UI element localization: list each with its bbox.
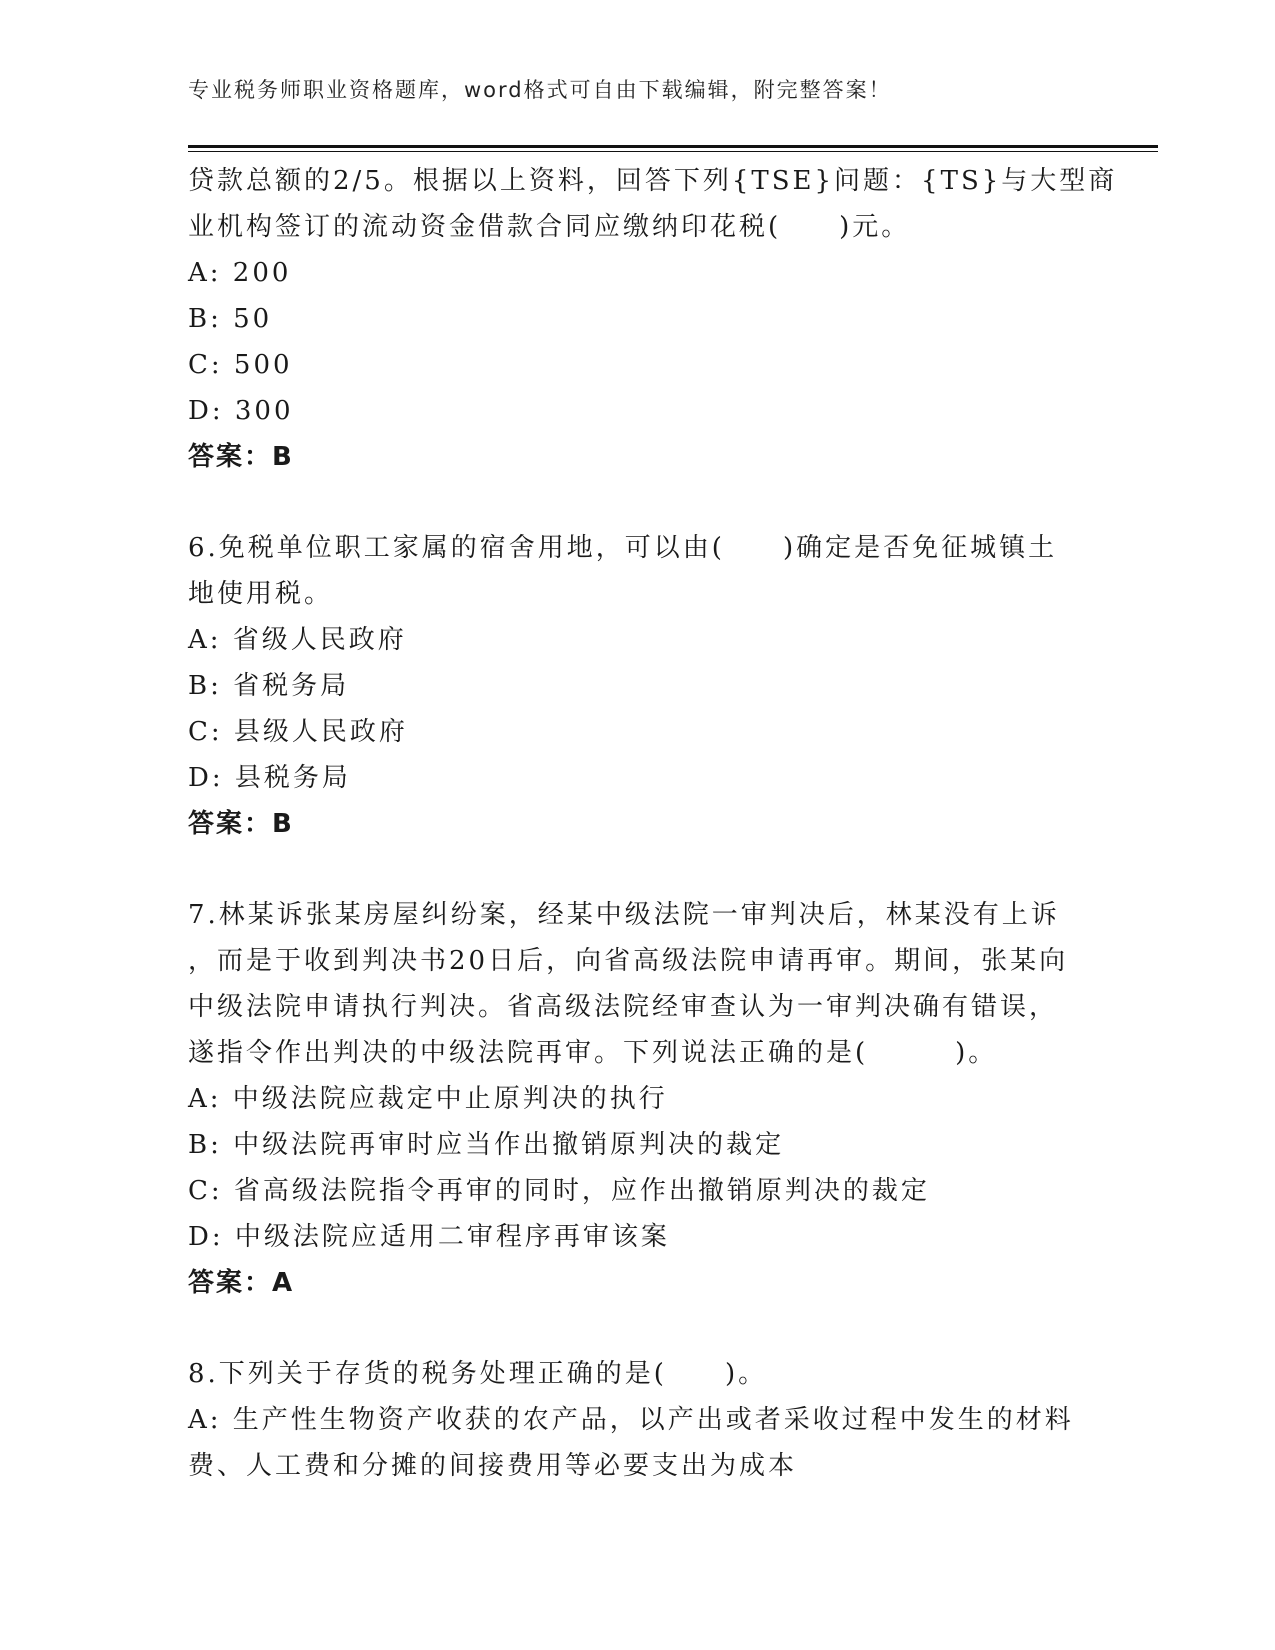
question-block bbox=[188, 525, 1088, 847]
option-d: D: 中级法院应适用二审程序再审该案 bbox=[188, 1222, 670, 1252]
page-header: 专业税务师职业资格题库，word格式可自由下载编辑，附完整答案！ bbox=[188, 78, 892, 102]
option-b: B: 50 bbox=[188, 304, 273, 334]
question-block bbox=[188, 892, 1088, 1306]
answer-line: 答案：B bbox=[188, 442, 294, 472]
option-d: D: 300 bbox=[188, 396, 294, 426]
header-divider-thick bbox=[188, 145, 1158, 148]
question-block bbox=[188, 1351, 1088, 1489]
question-text-line: 7.林某诉张某房屋纠纷案，经某中级法院一审判决后，林某没有上诉 bbox=[188, 900, 1060, 930]
document-body bbox=[188, 158, 1118, 1489]
option-a: A: 省级人民政府 bbox=[188, 625, 407, 655]
option-a: A: 200 bbox=[188, 258, 292, 288]
question-text-line: 业机构签订的流动资金借款合同应缴纳印花税( )元。 bbox=[188, 212, 911, 242]
option-c: C: 县级人民政府 bbox=[188, 717, 408, 747]
question-text-line: 6.免税单位职工家属的宿舍用地，可以由( )确定是否免征城镇土 bbox=[188, 533, 1058, 563]
answer-line: 答案：B bbox=[188, 809, 294, 839]
option-d: D: 县税务局 bbox=[188, 763, 351, 793]
question-text-line: ，而是于收到判决书20日后，向省高级法院申请再审。期间，张某向 bbox=[188, 946, 1069, 976]
question-text-line: 贷款总额的2/5。根据以上资料，回答下列{TSE}问题：{TS}与大型商 bbox=[188, 166, 1118, 196]
option-c: C: 500 bbox=[188, 350, 293, 380]
question-block bbox=[188, 158, 1118, 480]
option-b: B: 省税务局 bbox=[188, 671, 350, 701]
header-divider-thin bbox=[188, 151, 1158, 152]
option-a: A: 生产性生物资产收获的农产品，以产出或者采收过程中发生的材料 bbox=[188, 1405, 1074, 1435]
question-text-line: 地使用税。 bbox=[188, 579, 334, 609]
option-b: B: 中级法院再审时应当作出撤销原判决的裁定 bbox=[188, 1130, 785, 1160]
answer-line: 答案：A bbox=[188, 1268, 295, 1298]
option-a-continued: 费、人工费和分摊的间接费用等必要支出为成本 bbox=[188, 1451, 798, 1481]
option-a: A: 中级法院应裁定中止原判决的执行 bbox=[188, 1084, 668, 1114]
question-text-line: 8.下列关于存货的税务处理正确的是( )。 bbox=[188, 1359, 768, 1389]
option-c: C: 省高级法院指令再审的同时，应作出撤销原判决的裁定 bbox=[188, 1176, 930, 1206]
question-text-line: 遂指令作出判决的中级法院再审。下列说法正确的是( )。 bbox=[188, 1038, 998, 1068]
question-text-line: 中级法院申请执行判决。省高级法院经审查认为一审判决确有错误， bbox=[188, 992, 1059, 1022]
